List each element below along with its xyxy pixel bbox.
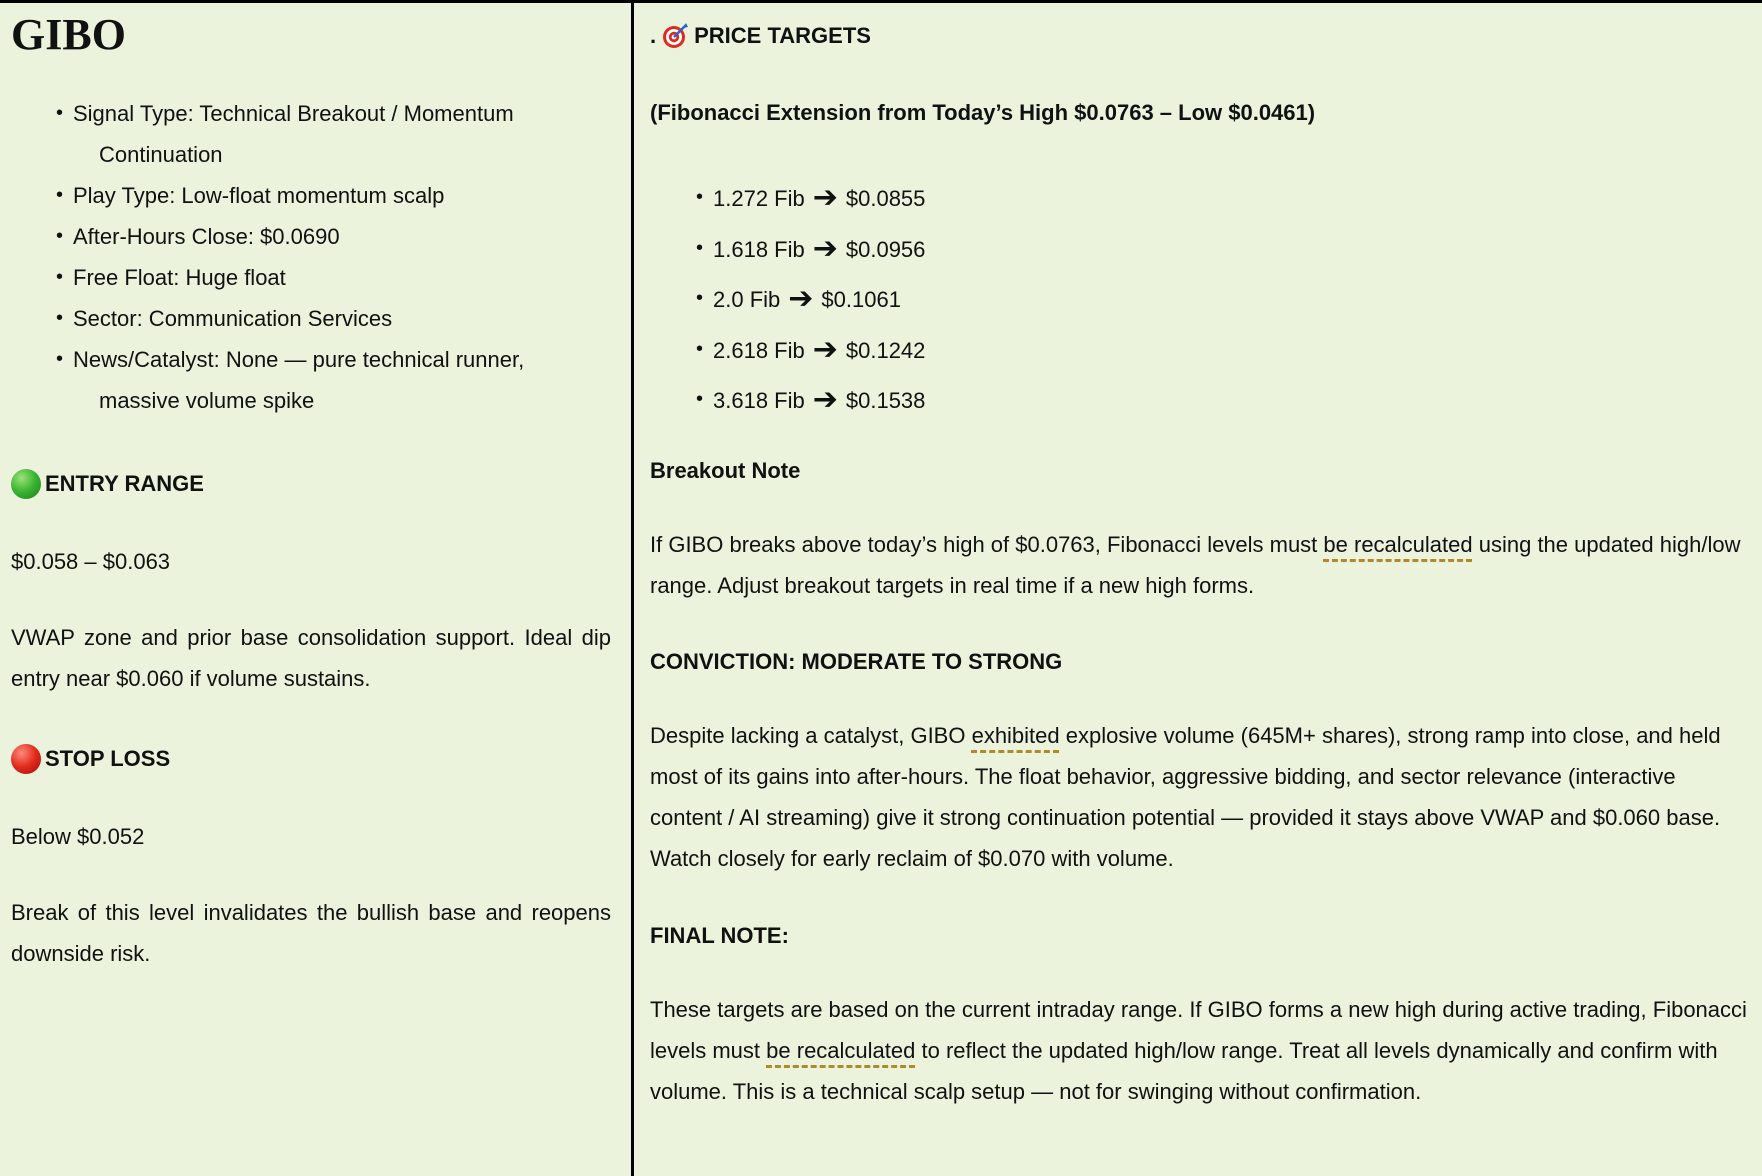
fib-target-item [696, 224, 925, 275]
spellcheck-marked-text[interactable]: be recalculated [1323, 532, 1473, 557]
final-note-heading: FINAL NOTE: [650, 923, 789, 948]
fib-target-item [696, 274, 925, 325]
right-arrow-icon: ➔ [812, 231, 838, 265]
green-circle-icon [11, 469, 41, 499]
direct-hit-target-icon [662, 23, 688, 49]
right-arrow-icon: ➔ [812, 383, 838, 416]
info-label: Signal Type: Technical Breakout / Momentum [73, 101, 514, 126]
stop-heading-label: STOP LOSS [45, 746, 171, 771]
right-column [636, 3, 1762, 1176]
info-label: Play Type: Low-float momentum scalp [73, 183, 445, 208]
heading-prefix: . [650, 23, 657, 48]
spellcheck-marked-text[interactable]: exhibited [971, 723, 1060, 748]
bullet: • [56, 307, 64, 329]
price-targets-heading [650, 16, 871, 56]
entry-note: VWAP zone and prior base consolidation support. Ideal dip entry near $0.060 if volume sustains. [11, 625, 611, 691]
breakout-note-text [650, 524, 1750, 606]
list-item [56, 93, 616, 175]
list-item [56, 216, 616, 257]
conviction-text-a: Despite lacking a catalyst, GIBO [650, 723, 972, 748]
right-arrow-icon: ➔ [812, 181, 838, 214]
info-continuation: Continuation [99, 142, 223, 167]
fib-level: 2.0 Fib [713, 287, 781, 312]
stop-loss-note: Break of this level invalidates the bullish base and reopens downside risk. [11, 900, 611, 966]
breakout-text-b: using the updated high/low range. Adjust breakout targets in real time if a new high forms. [650, 532, 1741, 598]
conviction-text [650, 715, 1750, 879]
final-text-a: These targets are based on the current intraday range. If GIBO forms a new high during active trading, Fibonacci levels must [650, 997, 1747, 1063]
bullet: • [56, 348, 64, 370]
entry-range-heading [11, 464, 204, 504]
bullet: • [56, 266, 64, 288]
bullet: • [696, 388, 704, 410]
fib-level: 1.272 Fib [713, 186, 805, 211]
bullet: • [56, 102, 64, 124]
entry-heading-label: ENTRY RANGE [45, 471, 204, 496]
red-circle-icon [11, 744, 41, 774]
right-arrow-icon: ➔ [812, 332, 838, 366]
fib-level: 1.618 Fib [713, 236, 805, 262]
stop-loss-value: Below $0.052 [11, 824, 145, 849]
info-label: Sector: Communication Services [73, 306, 393, 331]
fib-subheading: (Fibonacci Extension from Today’s High $0.0763 – Low $0.0461) [650, 100, 1316, 125]
fib-target-item [696, 325, 925, 376]
fib-level: 2.618 Fib [713, 337, 805, 363]
entry-range-value: $0.058 – $0.063 [11, 549, 171, 574]
breakout-note-heading: Breakout Note [650, 458, 801, 483]
price-targets-label: PRICE TARGETS [694, 23, 871, 48]
fib-target-item [696, 173, 925, 224]
fib-level: 3.618 Fib [713, 388, 805, 413]
bullet: • [696, 236, 704, 259]
info-list [56, 93, 616, 421]
fib-price: $0.0855 [845, 186, 926, 211]
right-arrow-icon: ➔ [788, 282, 814, 315]
stop-loss-heading [11, 739, 170, 779]
spellcheck-marked-text[interactable]: be recalculated [766, 1038, 916, 1063]
conviction-text-b: explosive volume (645M+ shares), strong ramp into close, and held most of its gains into after-hours. The float behavior, aggressive bidding, and sector relevance (interactive content / AI streaming) give it strong continuation potential — provided it stays above VWAP and $0.060 base. Watch closely for early reclaim of $0.070 with volume. [650, 723, 1721, 871]
bullet: • [696, 287, 704, 309]
conviction-heading: CONVICTION: MODERATE TO STRONG [650, 649, 1063, 674]
bullet: • [696, 186, 704, 208]
bullet: • [696, 337, 704, 360]
bullet: • [56, 225, 64, 247]
list-item [56, 298, 616, 339]
info-continuation: massive volume spike [99, 388, 315, 413]
list-item [56, 175, 616, 216]
bullet: • [56, 184, 64, 206]
fib-price: $0.1242 [845, 337, 926, 363]
list-item [56, 339, 616, 421]
ticker-title: GIBO [11, 10, 126, 59]
fib-price: $0.1538 [845, 388, 926, 413]
info-label: Free Float: Huge float [73, 265, 286, 290]
final-note-text [650, 989, 1750, 1112]
info-label: News/Catalyst: None — pure technical runner, [73, 347, 525, 372]
fib-target-list [696, 173, 925, 426]
fib-target-item [696, 375, 925, 426]
final-text-b: to reflect the updated high/low range. Treat all levels dynamically and confirm with volume. This is a technical scalp setup — not for swinging without confirmation. [650, 1038, 1718, 1104]
breakout-text-a: If GIBO breaks above today’s high of $0.0763, Fibonacci levels must [650, 532, 1324, 557]
fib-price: $0.1061 [821, 287, 901, 312]
list-item [56, 257, 616, 298]
fib-price: $0.0956 [845, 236, 926, 262]
info-label: After-Hours Close: $0.0690 [73, 224, 340, 249]
left-column [0, 3, 634, 1176]
